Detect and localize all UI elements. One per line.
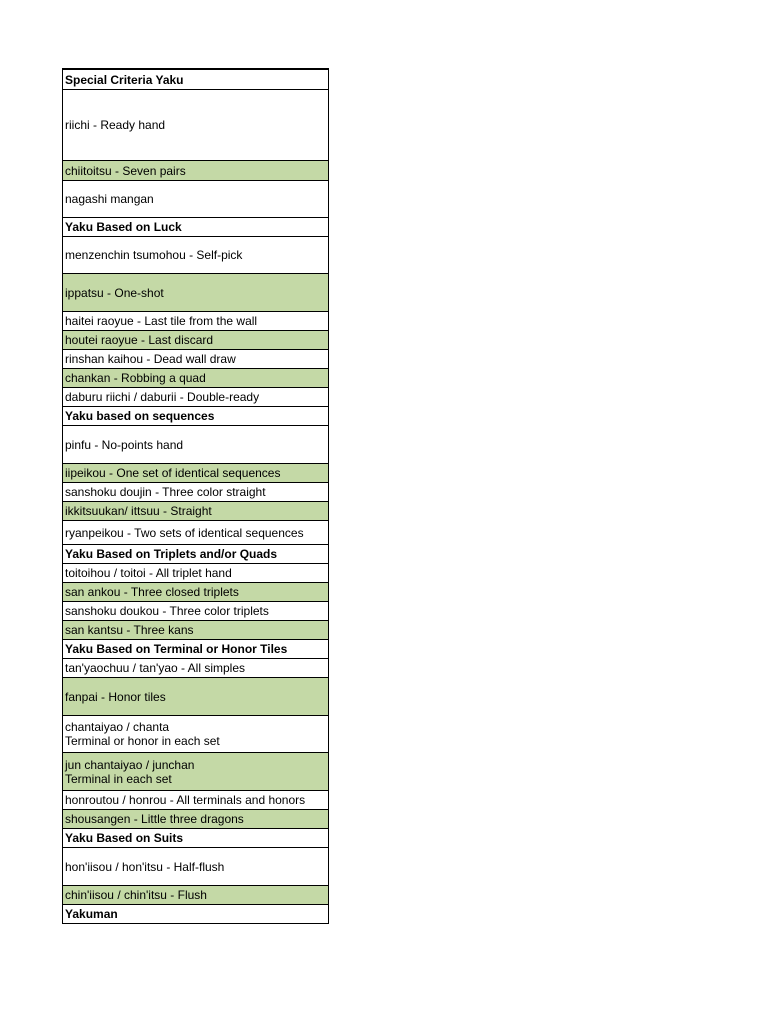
yaku-row: menzenchin tsumohou - Self-pick xyxy=(63,237,328,274)
section-header: Special Criteria Yaku xyxy=(63,70,328,90)
yaku-row: riichi - Ready hand xyxy=(63,90,328,161)
yaku-row: chiitoitsu - Seven pairs xyxy=(63,161,328,181)
yaku-table xyxy=(62,68,329,924)
section-header: Yakuman xyxy=(63,905,328,924)
section-header: Yaku based on sequences xyxy=(63,407,328,426)
yaku-row: fanpai - Honor tiles xyxy=(63,678,328,716)
yaku-row: san kantsu - Three kans xyxy=(63,621,328,640)
yaku-row: shousangen - Little three dragons xyxy=(63,810,328,829)
yaku-row: san ankou - Three closed triplets xyxy=(63,583,328,602)
section-header: Yaku Based on Suits xyxy=(63,829,328,848)
yaku-row: rinshan kaihou - Dead wall draw xyxy=(63,350,328,369)
yaku-row: jun chantaiyao / junchan Terminal in each set xyxy=(63,753,328,791)
yaku-row: ippatsu - One-shot xyxy=(63,274,328,312)
yaku-row: haitei raoyue - Last tile from the wall xyxy=(63,312,328,331)
yaku-row: ryanpeikou - Two sets of identical sequences xyxy=(63,521,328,545)
yaku-row: ikkitsuukan/ ittsuu - Straight xyxy=(63,502,328,521)
section-header: Yaku Based on Triplets and/or Quads xyxy=(63,545,328,564)
yaku-row: tan'yaochuu / tan'yao - All simples xyxy=(63,659,328,678)
yaku-row: iipeikou - One set of identical sequences xyxy=(63,464,328,483)
yaku-row: chantaiyao / chanta Terminal or honor in each set xyxy=(63,716,328,753)
yaku-row: hon'iisou / hon'itsu - Half-flush xyxy=(63,848,328,886)
yaku-row: toitoihou / toitoi - All triplet hand xyxy=(63,564,328,583)
yaku-row: chankan - Robbing a quad xyxy=(63,369,328,388)
yaku-row: honroutou / honrou - All terminals and honors xyxy=(63,791,328,810)
yaku-row: sanshoku doukou - Three color triplets xyxy=(63,602,328,621)
section-header: Yaku Based on Luck xyxy=(63,218,328,237)
section-header: Yaku Based on Terminal or Honor Tiles xyxy=(63,640,328,659)
yaku-row: sanshoku doujin - Three color straight xyxy=(63,483,328,502)
yaku-row: nagashi mangan xyxy=(63,181,328,218)
yaku-row: chin'iisou / chin'itsu - Flush xyxy=(63,886,328,905)
yaku-row: daburu riichi / daburii - Double-ready xyxy=(63,388,328,407)
yaku-row: houtei raoyue - Last discard xyxy=(63,331,328,350)
yaku-row: pinfu - No-points hand xyxy=(63,426,328,464)
